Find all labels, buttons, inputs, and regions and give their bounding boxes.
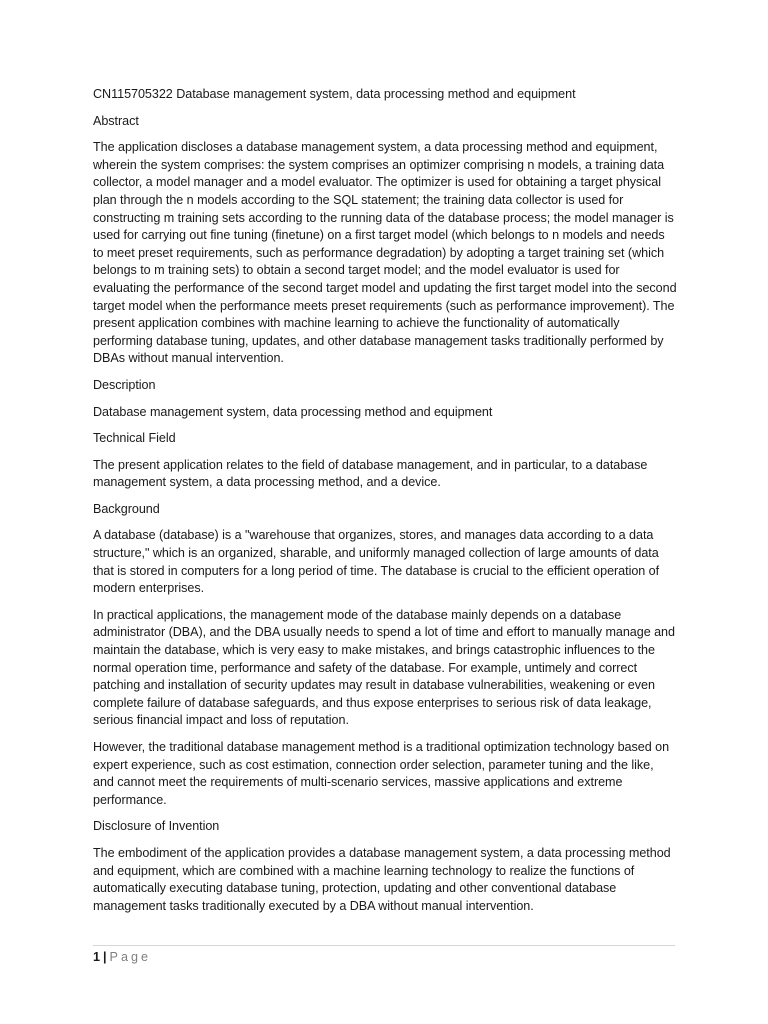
page-number: 1 [93,950,101,964]
abstract-paragraph: The application discloses a database management system, a data processing method and equipment, wherein the system comprises: the system comprises an optimizer comprising n models, a training data collector, a model manager and a model evaluator. The optimizer is used for obtaining a target physical plan through the n models according to the SQL statement; the training data collector is used for constructing m training sets according to the running data of the database process; the model manager is used for carrying out fine tuning (finetune) on a first target model (which belongs to n models and needs to meet preset requirements, such as performance degradation) by adopting a target training set (which belongs to m training sets) to obtain a second target model; and the model evaluator is used for evaluating the performance of the second target model and updating the first target model into the second target model when the performance meets preset requirements (such as performance improvement). The present application combines with machine learning to achieve the functionality of automatically performing database tuning, updates, and other database management tasks traditionally performed by DBAs without manual intervention. [93,140,677,366]
section-heading-disclosure: Disclosure of Invention [93,819,220,834]
background-paragraph-3: However, the traditional database management method is a traditional optimization technology based on expert experience, such as cost estimation, connection order selection, parameter tuning and the like, and cannot meet the requirements of multi-scenario services, massive applications and extreme performance. [93,740,670,807]
document-body [93,86,677,924]
description-title: Database management system, data processing method and equipment [93,404,493,419]
footer-separator: | [103,950,107,964]
page-label: Page [109,950,151,964]
section-heading-technical-field: Technical Field [93,431,176,446]
disclosure-paragraph: The embodiment of the application provides a database management system, a data processing method and equipment, which are combined with a machine learning technology to realize the functions of automatically executing database tuning, protection, updating and other conventional database management tasks traditionally executed by a DBA without manual intervention. [93,845,671,913]
background-paragraph-1: A database (database) is a "warehouse that organizes, stores, and manages data according to a data structure," which is an organized, sharable, and uniformly managed collection of large amounts of data that is stored in computers for a long period of time. The database is crucial to the efficient operation of modern enterprises. [93,528,660,596]
section-heading-description: Description [93,377,156,392]
background-paragraph-2: In practical applications, the management mode of the database mainly depends on a database administrator (DBA), and the DBA usually needs to spend a lot of time and effort to manually manage and maintain the database, which is very easy to make mistakes, and brings catastrophic influences to the normal operation time, performance and safety of the database. For example, untimely and correct patching and installation of security updates may result in database vulnerabilities, weakening or even complete failure of database safeguards, and thus expose enterprises to serious risk of data leakage, serious financial impact and loss of reputation. [93,607,675,728]
technical-field-paragraph: The present application relates to the field of database management, and in particular, to a database management system, a data processing method, and a device. [93,457,648,490]
page-footer [93,945,675,965]
section-heading-abstract: Abstract [93,113,139,128]
section-heading-background: Background [93,501,160,516]
document-title: CN115705322 Database management system, data processing method and equipment [93,87,576,101]
